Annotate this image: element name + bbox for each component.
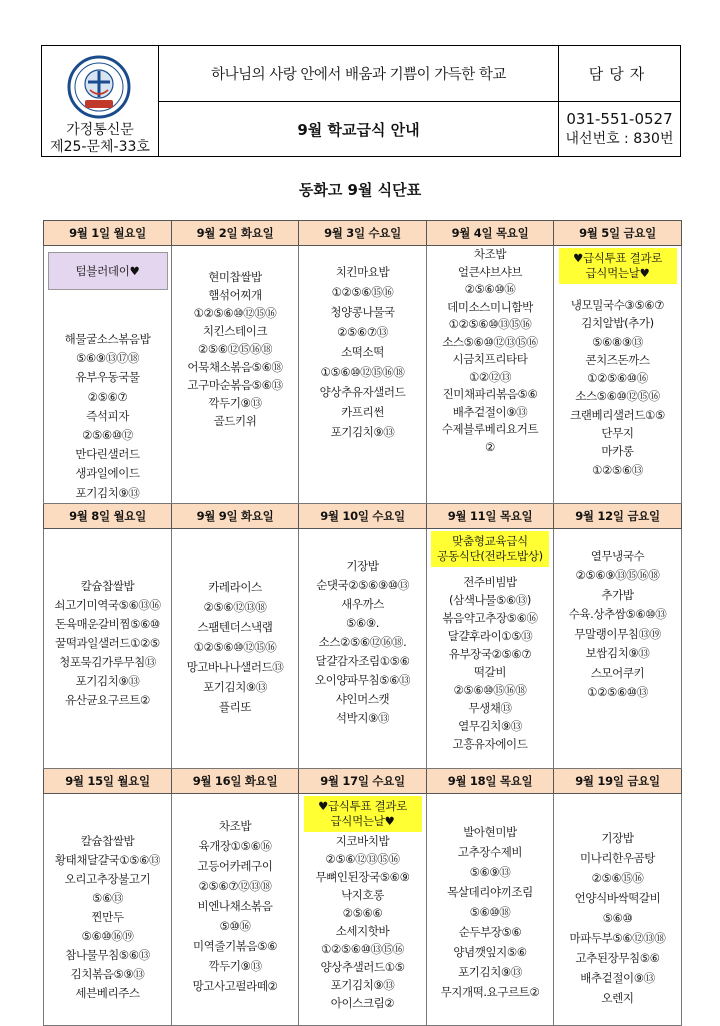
meal-item: ②⑤⑥⑨⑬⑮⑯⑱: [575, 568, 660, 583]
meal-item: ⑤⑥⑩⑱: [469, 904, 511, 919]
meal-item: 볶음약고추장⑤⑥⑯: [442, 610, 538, 625]
meal-item: 목살데리야끼조림: [447, 884, 533, 899]
day-header: 9월 16일 화요일: [172, 768, 299, 793]
meal-item: ⑤⑩⑯: [219, 918, 251, 933]
meal-item: 열무냉국수: [590, 548, 645, 563]
badge-line: 급식먹는날♥: [330, 813, 395, 828]
meal-item: 스팸텐더스낵랩: [197, 619, 273, 634]
meal-item: 세븐베리주스: [75, 985, 140, 1000]
day-header: 9월 15일 월요일: [44, 768, 172, 793]
meal-item: (삼색나물⑤⑥⑬): [449, 592, 531, 607]
meal-item: 돈육매운갈비찜⑤⑥⑩: [55, 616, 160, 631]
meal-item: 고추된장무침⑤⑥: [575, 950, 660, 965]
meal-item: ②⑤⑥⑫⑬⑱: [203, 599, 267, 614]
meal-item: 꿀떡과일샐러드①②⑤: [55, 635, 160, 650]
header-table: [41, 45, 681, 157]
meal-item: 유부장국②⑤⑥⑦: [448, 646, 532, 661]
day-menu-cell: [172, 793, 299, 1025]
meal-item: 냉모밀국수③⑤⑥⑦: [570, 298, 665, 312]
day-header: 9월 1일 월요일: [44, 221, 172, 246]
meal-item: 소세지핫바: [335, 923, 390, 938]
contact-extension: 내선번호 : 830번: [565, 131, 674, 147]
meal-item: 현미찹쌀밥: [208, 270, 262, 284]
meal-item: 포기김치⑨⑬: [330, 425, 395, 439]
day-menu-cell: [427, 793, 554, 1025]
meal-item: 햄섞어찌개: [208, 288, 262, 302]
meal-item-list: [442, 573, 537, 753]
day-menu-cell: [299, 528, 427, 768]
day-menu-cell: [299, 246, 427, 504]
meal-item: 마카롱: [601, 444, 634, 459]
meal-item: 스모어쿠키: [590, 665, 645, 680]
meal-item: ①②⑤⑥⑩⑬⑮⑯: [321, 941, 404, 956]
meal-item: ①②⑤⑥⑩⑬⑮⑯: [448, 317, 532, 331]
meal-item: 순댓국②⑤⑥⑨⑩⑬: [316, 577, 409, 592]
meal-item: ②⑤⑥⑦⑬: [337, 325, 388, 339]
meal-item: 오리고추장불고기: [64, 871, 151, 886]
day-header: 9월 12일 금요일: [554, 503, 682, 528]
meal-item: 칼슘찹쌀밥: [80, 578, 135, 593]
meal-item: 미역줄기볶음⑤⑥: [192, 938, 278, 953]
meal-item: 수제블루베리요거트: [441, 422, 539, 436]
meal-item: 고흥유자에이드: [452, 736, 528, 751]
day-header: 9월 9일 화요일: [172, 503, 299, 528]
meal-item-list: [442, 246, 538, 456]
day-menu: [299, 529, 426, 768]
meal-item: 포기김치⑨⑬: [458, 964, 522, 979]
badge-line: ♥급식투표 결과로: [572, 251, 663, 265]
meal-item: 만다린샐러드: [75, 447, 140, 462]
day-menu-cell: [554, 528, 682, 768]
meal-item: 석박지⑨⑬: [335, 710, 390, 725]
meal-item: 아이스크림②: [330, 995, 395, 1010]
school-motto: 하나님의 사랑 안에서 배움과 기쁨이 가득한 학교: [159, 46, 559, 102]
meal-item: 떡갈비: [473, 664, 507, 679]
day-header: 9월 10일 수요일: [299, 503, 427, 528]
meal-item-list: [570, 296, 665, 479]
day-menu: [554, 529, 681, 768]
meal-item: 차조밥: [218, 818, 252, 833]
issuer-line-1: 가정통신문: [66, 122, 134, 138]
meal-item: 열무김치⑨⑬: [458, 718, 522, 733]
meal-item: 김치알밥(추가): [581, 316, 654, 331]
meal-item: ②⑤⑥⑦⑫⑬⑱: [198, 878, 272, 893]
meal-item: 깍두기⑨⑬: [208, 396, 262, 410]
day-menu-cell: [427, 246, 554, 504]
week-date-row: [44, 768, 682, 793]
meal-item: 추가밥: [601, 587, 634, 602]
meal-item: 포기김치⑨⑬: [75, 485, 140, 500]
menu-title: 동화고 9월 식단표: [298, 181, 422, 199]
day-menu-cell: [554, 246, 682, 504]
contact-info: [559, 102, 681, 157]
meal-item: 생과일에이드: [75, 466, 140, 481]
meal-item: 단무지: [601, 426, 634, 441]
day-menu: [299, 246, 426, 503]
meal-item: 순두부장⑤⑥: [458, 924, 522, 939]
day-menu-cell: [44, 528, 172, 768]
meal-item: 해물굴소스볶음밥: [64, 332, 151, 346]
meal-item-list: [569, 547, 667, 703]
day-menu-cell: [44, 246, 172, 504]
meal-item: 기장밥: [601, 830, 634, 845]
meal-item: 양상추샐러드①⑤: [320, 959, 405, 974]
special-day-badge: [431, 531, 549, 567]
meal-item: ⑤⑥⑨.: [346, 615, 379, 630]
meal-item: ②⑤⑥⑫⑬⑮⑯: [325, 851, 400, 866]
meal-item-list: [316, 832, 410, 1012]
meal-item: 무말랭이무침⑬⑲: [574, 626, 661, 641]
meal-item: 샤인머스캣: [335, 691, 390, 706]
meal-item: 차조밥: [473, 247, 507, 261]
meal-item: 고등어카레구이: [197, 858, 273, 873]
logo-cell: [42, 46, 159, 157]
week-menu-row: [44, 793, 682, 1025]
meal-item: ②⑤⑥⑦: [87, 389, 128, 404]
issuer-line-2: 제25-문체-33호: [50, 139, 150, 155]
day-menu: [554, 794, 681, 1025]
meal-item: 수육.상추쌈⑤⑥⑩⑬: [568, 607, 667, 622]
meal-item: 달걀감자조림①⑤⑥: [315, 653, 410, 668]
meal-item: 유산균요구르트②: [65, 692, 150, 707]
meal-item: ⑤⑥⑬: [92, 890, 123, 905]
meal-item: ②⑤⑥⑩⑫: [82, 428, 133, 443]
meal-item-list: [320, 262, 406, 442]
meal-item: ②⑤⑥⑩⑮⑯⑱: [453, 682, 527, 697]
meal-item: 크랜베리샐러드①⑤: [570, 407, 665, 422]
meal-item: 카프리썬: [341, 405, 384, 419]
day-header: 9월 19일 금요일: [554, 768, 682, 793]
meal-item: ①②⑤⑥⑩⑫⑮⑯: [193, 306, 277, 320]
meal-item: 진미채파리볶음⑤⑥: [442, 387, 538, 401]
meal-item-list: [65, 330, 151, 503]
day-menu: [44, 246, 171, 503]
meal-item: ①②⑫⑬: [468, 369, 511, 384]
meal-item: 유부우동국물: [75, 370, 140, 385]
day-menu: [427, 246, 553, 503]
meal-item: 칼슘찹쌀밥: [80, 833, 135, 848]
day-header: 9월 5일 금요일: [554, 221, 682, 246]
badge-line: 급식먹는날♥: [585, 266, 650, 280]
meal-item: 플리또: [218, 699, 252, 714]
meal-item-list: [315, 557, 410, 728]
meal-item: 소스②⑤⑥⑫⑯⑱.: [318, 634, 407, 649]
special-day-badge: [559, 248, 677, 284]
badge-line: 공동식단(전라도밥상): [437, 548, 543, 563]
week-date-row: [44, 221, 682, 246]
day-menu: [554, 246, 681, 503]
day-menu-cell: [44, 793, 172, 1025]
day-header: 9월 2일 화요일: [172, 221, 299, 246]
meal-item: 언양식바싹떡갈비: [574, 890, 661, 905]
meal-item: 청포묵김가루무침⑬: [59, 654, 156, 669]
day-menu-cell: [427, 528, 554, 768]
day-menu-cell: [172, 246, 299, 504]
menu-body: [44, 221, 682, 1026]
meal-item: 오렌지: [601, 990, 634, 1005]
meal-item: 김치볶음⑤⑨⑬: [70, 966, 145, 981]
meal-item: 고구마순볶음⑤⑥⑬: [187, 378, 283, 392]
meal-item: 무지개떡.요구르트②: [440, 984, 540, 999]
meal-item-list: [55, 832, 160, 1003]
day-menu: [44, 794, 171, 1025]
day-header: 9월 8일 월요일: [44, 503, 172, 528]
meal-item-list: [187, 268, 282, 430]
day-menu: [44, 529, 171, 768]
special-day-badge: 텀블러데이♥: [48, 252, 168, 290]
meal-item: 망고사고펄라떼②: [192, 978, 278, 993]
meal-item: ①②⑤⑥⑩⑬: [587, 685, 648, 700]
special-day-badge: [304, 796, 422, 832]
meal-item: 쇠고기미역국⑤⑥⑬⑯: [54, 597, 161, 612]
meal-item: 골드키위: [213, 414, 257, 428]
meal-item-list: [193, 816, 278, 996]
badge-line: ♥급식투표 결과로: [317, 798, 408, 813]
meal-item: ②⑤⑥⑫⑮⑯⑱: [197, 342, 273, 356]
meal-item: 포기김치⑨⑬: [75, 673, 140, 688]
day-menu-cell: [299, 793, 427, 1025]
day-menu-cell: [554, 793, 682, 1025]
week-date-row: [44, 503, 682, 528]
meal-item: 망고바나나샐러드⑬: [186, 659, 284, 674]
meal-item: 치킨스테이크: [202, 324, 268, 338]
meal-item: 청양콩나물국: [330, 305, 395, 319]
meal-item: 전주비빔밥: [463, 574, 517, 589]
meal-item-list: [570, 828, 666, 1008]
meal-item: 얼큰샤브샤브: [457, 264, 523, 279]
meal-item: ⑤⑥⑨⑬: [469, 864, 511, 879]
meal-item-list: [441, 822, 540, 1002]
meal-item: 배추겉절이⑨⑬: [452, 404, 528, 419]
meal-item: 즉석피자: [86, 408, 129, 423]
menu-table: [43, 220, 682, 1026]
meal-item: 미나리한우곰탕: [580, 850, 655, 865]
meal-item: ⑤⑥⑨⑬⑰⑱: [75, 351, 139, 366]
day-menu: [172, 529, 298, 768]
day-header: 9월 3일 수요일: [299, 221, 427, 246]
meal-item: 시금치프리타타: [452, 352, 528, 366]
meal-item: 데미소스미니함박: [447, 299, 533, 314]
day-header: 9월 11일 목요일: [427, 503, 554, 528]
meal-item: 포기김치⑨⑬: [330, 977, 395, 992]
meal-item: ①②⑤⑥⑩⑫⑮⑯: [193, 639, 277, 654]
meal-item: ②⑤⑥⑩⑯: [464, 282, 516, 296]
meal-item: 양념깻잎지⑤⑥: [453, 944, 527, 959]
day-header: 9월 4일 목요일: [427, 221, 554, 246]
meal-item: 새우까스: [341, 596, 384, 611]
day-menu: [172, 794, 298, 1025]
meal-item: 배추겉절이⑨⑬: [580, 970, 655, 985]
meal-item: 참나물무침⑤⑥⑬: [65, 947, 150, 962]
meal-item: ①②⑤⑥⑮⑯: [331, 285, 394, 299]
meal-item: 콘치즈돈까스: [585, 352, 650, 367]
contact-label: 담당자: [559, 46, 681, 102]
meal-item: 소스⑤⑥⑩⑫⑮⑯: [575, 389, 660, 404]
meal-item: ②: [485, 439, 495, 454]
meal-item: 소떡소떡: [341, 345, 384, 359]
meal-item: 양상추유자샐러드: [319, 385, 406, 399]
meal-item: 마파두부⑤⑥⑫⑬⑱: [569, 930, 666, 945]
badge-line: 맞춤형교육급식: [452, 533, 528, 548]
week-menu-row: [44, 528, 682, 768]
meal-item: 포기김치⑨⑬: [203, 679, 267, 694]
meal-item: 황태채달걀국①⑤⑥⑬: [54, 852, 161, 867]
meal-item: 카레라이스: [208, 579, 262, 594]
school-logo-icon: [64, 54, 134, 120]
day-menu: [299, 794, 426, 1025]
meal-item: 치킨마요밥: [335, 265, 390, 279]
meal-item: 육개장①⑤⑥⑯: [198, 838, 272, 853]
meal-item: 고추장수제비: [457, 844, 523, 859]
document-title: 9월 학교급식 안내: [159, 102, 559, 157]
meal-item: 지코바치밥: [335, 833, 390, 848]
meal-item: 기장밥: [346, 558, 379, 573]
meal-item: 오이양파무침⑤⑥⑬: [314, 672, 411, 687]
day-menu: [172, 246, 298, 503]
week-menu-row: [44, 246, 682, 504]
day-menu: [427, 794, 553, 1025]
meal-item-list: [54, 577, 160, 710]
meal-item: ⑤⑥⑧⑨⑬: [592, 334, 643, 349]
day-menu-cell: [172, 528, 299, 768]
day-menu: [427, 529, 553, 768]
meal-item: 낙지호롱: [341, 887, 384, 902]
meal-item: 달걀후라이①⑤⑬: [447, 628, 533, 643]
meal-item: ①②⑤⑥⑬: [592, 462, 643, 477]
meal-item: 무생채⑬: [468, 700, 512, 715]
day-header: 9월 18일 목요일: [427, 768, 554, 793]
contact-phone: 031-551-0527: [566, 110, 673, 128]
meal-item-list: [187, 577, 284, 717]
meal-item: 어묵채소볶음⑤⑥⑱: [187, 360, 283, 374]
meal-item: 보쌈김치⑨⑬: [585, 646, 650, 661]
meal-item: 비엔나채소볶음: [197, 898, 273, 913]
meal-item: ⑤⑥⑩⑯⑲: [81, 928, 134, 943]
meal-item: ⑤⑥⑩: [602, 910, 633, 925]
meal-item: 찐만두: [91, 909, 124, 924]
meal-item: ①②⑤⑥⑩⑯: [587, 371, 648, 386]
meal-item: ②⑤⑥⑮⑯: [591, 870, 644, 885]
day-header: 9월 17일 수요일: [299, 768, 427, 793]
meal-item: ②⑤⑥⑥: [342, 905, 383, 920]
meal-item: 무뼈인된장국⑤⑥⑨: [315, 869, 410, 884]
meal-item: 소스⑤⑥⑩⑫⑬⑮⑯: [442, 334, 538, 349]
meal-item: 깍두기⑨⑬: [208, 958, 262, 973]
meal-item: ①⑤⑥⑩⑫⑮⑯⑱: [320, 365, 405, 379]
meal-item: 발아현미밥: [463, 824, 517, 839]
